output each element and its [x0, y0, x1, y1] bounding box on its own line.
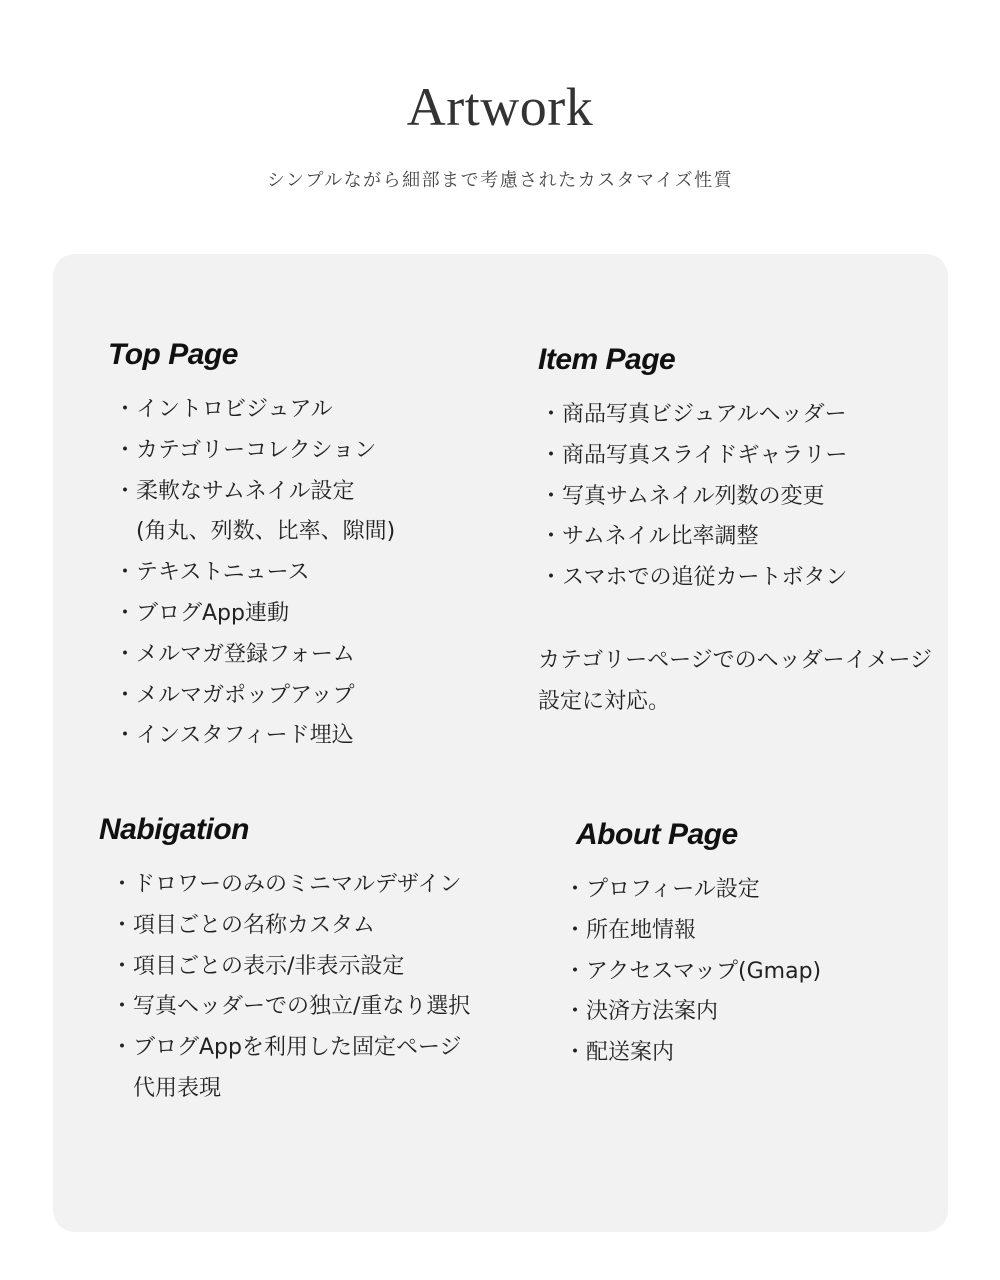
list-item: [540, 436, 938, 477]
bullet: ・: [564, 917, 587, 943]
bullet: ・: [564, 999, 587, 1025]
bullet: ・: [114, 397, 137, 422]
about-page-list: [564, 870, 821, 1074]
bullet: ・: [540, 524, 563, 550]
top-page-list: [114, 390, 395, 757]
list-item-text: プロフィール設定: [586, 877, 760, 902]
item-page-heading: Item Page: [538, 343, 676, 376]
bullet: ・: [540, 402, 563, 427]
list-item: [114, 594, 395, 635]
bullet: ・: [111, 912, 134, 938]
list-item-text: カテゴリーコレクション: [136, 437, 377, 463]
bullet: ・: [114, 641, 137, 667]
list-item-text: アクセスマップ(Gmap): [586, 958, 822, 984]
bullet: ・: [111, 1035, 134, 1061]
list-item: [564, 952, 821, 993]
list-item-text-continued: (角丸、列数、比率、隙間): [136, 519, 396, 545]
list-item: [114, 553, 395, 594]
list-item: [114, 676, 395, 717]
bullet: ・: [111, 953, 134, 979]
bullet: ・: [114, 560, 137, 586]
list-item-text: 配送案内: [586, 1040, 675, 1066]
list-item-text: サムネイル比率調整: [562, 524, 759, 550]
bullet: ・: [111, 994, 134, 1020]
list-item-text: 柔軟なサムネイル設定: [136, 478, 355, 504]
list-item-text: メルマガポップアップ: [136, 682, 355, 708]
list-item: [111, 947, 470, 988]
about-page-heading: About Page: [576, 818, 738, 851]
bullet: ・: [564, 877, 587, 902]
bullet: ・: [540, 483, 563, 509]
list-item: [540, 395, 938, 436]
bullet: ・: [564, 958, 587, 984]
list-item: [111, 987, 470, 1028]
bullet: ・: [114, 478, 137, 504]
list-item-text-continued: 代用表現: [133, 1075, 222, 1101]
list-item: [114, 635, 395, 676]
list-item: [114, 716, 395, 757]
bullet: ・: [564, 1040, 587, 1066]
list-item: [540, 558, 938, 599]
bullet: ・: [114, 682, 137, 708]
list-item-text: メルマガ登録フォーム: [136, 641, 355, 667]
list-item: [114, 431, 395, 472]
navigation-heading: Nabigation: [99, 813, 249, 846]
navigation-section: [99, 813, 470, 1110]
list-item: [114, 390, 395, 431]
list-item: [111, 906, 470, 947]
bullet: ・: [114, 437, 137, 463]
top-page-section: [108, 338, 395, 757]
list-item-text: 決済方法案内: [586, 999, 719, 1025]
list-item: [111, 1028, 470, 1110]
list-item-text: テキストニュース: [136, 560, 310, 586]
list-item-text: 商品写真スライドギャラリー: [562, 442, 848, 468]
bullet: ・: [540, 442, 563, 468]
list-item-text: 写真ヘッダーでの独立/重なり選択: [133, 994, 471, 1020]
item-page-section: [538, 343, 938, 723]
bullet: ・: [114, 600, 137, 626]
top-page-heading: Top Page: [108, 338, 238, 371]
list-item: [564, 870, 821, 911]
bullet: ・: [540, 565, 563, 591]
list-item-text: インスタフィード埋込: [136, 723, 354, 749]
list-item: [564, 1033, 821, 1074]
list-item-text: ブログApp連動: [136, 600, 289, 626]
navigation-list: [111, 865, 470, 1110]
list-item-text: 項目ごとの表示/非表示設定: [133, 953, 405, 979]
item-page-note: カテゴリーページでのヘッダーイメージ設定に対応。: [538, 647, 933, 714]
bullet: ・: [114, 723, 137, 749]
about-page-section: [564, 818, 822, 1074]
list-item-text: 写真サムネイル列数の変更: [562, 483, 825, 509]
list-item-text: 商品写真ビジュアルヘッダー: [562, 402, 847, 427]
list-item: [564, 992, 821, 1033]
list-item-text: ブログAppを利用した固定ページ: [133, 1035, 462, 1061]
item-page-list: [540, 395, 938, 599]
list-item-text: ドロワーのみのミニマルデザイン: [133, 872, 462, 897]
list-item: [564, 911, 821, 952]
list-item-text: 項目ごとの名称カスタム: [133, 912, 376, 938]
bullet: ・: [111, 872, 134, 897]
list-item-text: スマホでの追従カートボタン: [562, 565, 848, 591]
list-item-text: イントロビジュアル: [136, 397, 333, 422]
list-item-text: 所在地情報: [586, 917, 697, 943]
page-title: Artwork: [406, 77, 594, 137]
list-item: [540, 517, 938, 558]
page-subtitle: シンプルながら細部まで考慮されたカスタマイズ性質: [266, 170, 734, 191]
list-item: [540, 477, 938, 518]
list-item: [114, 472, 395, 554]
list-item: [111, 865, 470, 906]
